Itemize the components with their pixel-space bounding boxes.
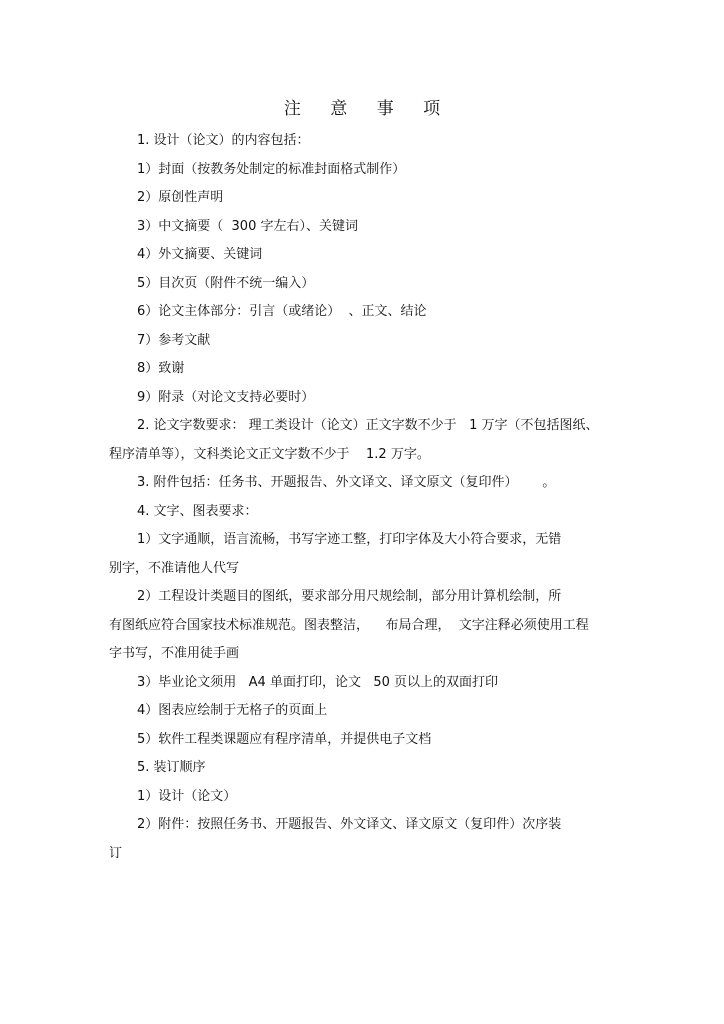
text-line: 7）参考文献 — [137, 333, 211, 348]
text-line: 5）目次页（附件不统一编入） — [137, 276, 315, 291]
text-line: 5. 装订顺序 — [137, 760, 206, 775]
text-line: 3. 附件包括：任务书、开题报告、外文译文、译文原文（复印件） 。 — [137, 475, 556, 490]
text-line: 9）附录（对论文支持必要时） — [137, 390, 315, 405]
text-line: 1）封面（按教务处制定的标准封面格式制作） — [137, 162, 406, 177]
text-line: 4）外文摘要、关键词 — [137, 247, 263, 262]
text-line: 3）中文摘要（ 300 字左右）、关键词 — [137, 219, 358, 234]
text-line: 1）设计（论文） — [137, 789, 237, 804]
text-line: 1）文字通顺，语言流畅，书写字迹工整，打印字体及大小符合要求，无错 — [137, 532, 562, 547]
text-line: 2）原创性声明 — [137, 190, 224, 205]
text-line: 4）图表应绘制于无格子的页面上 — [137, 703, 328, 718]
text-line: 程序清单等），文科类论文正文字数不少于 1.2 万字。 — [109, 447, 430, 462]
text-line: 2. 论文字数要求： 理工类设计（论文）正文字数不少于 1 万字（不包括图纸、 — [137, 418, 599, 433]
text-line: 3）毕业论文须用 A4 单面打印，论文 50 页以上的双面打印 — [137, 675, 499, 690]
text-line: 2）工程设计类题目的图纸，要求部分用尺规绘制，部分用计算机绘制，所 — [137, 589, 562, 604]
text-line: 8）致谢 — [137, 361, 185, 376]
text-line: 别字，不准请他人代写 — [109, 561, 240, 576]
text-line: 字书写，不准用徒手画 — [109, 646, 240, 661]
text-line: 2）附件：按照任务书、开题报告、外文译文、译文原文（复印件）次序装 — [137, 817, 562, 832]
page-title: 注 意 事 项 — [283, 99, 453, 119]
text-line: 订 — [109, 846, 123, 861]
text-line: 1. 设计（论文）的内容包括： — [137, 133, 310, 148]
text-line: 有图纸应符合国家技术标准规范。图表整洁， 布局合理， 文字注释必须使用工程 — [109, 618, 589, 633]
text-line: 5）软件工程类课题应有程序清单，并提供电子文档 — [137, 732, 432, 747]
text-line: 6）论文主体部分：引言（或绪论） 、正文、结论 — [137, 304, 427, 319]
text-line: 4. 文字、图表要求： — [137, 504, 258, 519]
